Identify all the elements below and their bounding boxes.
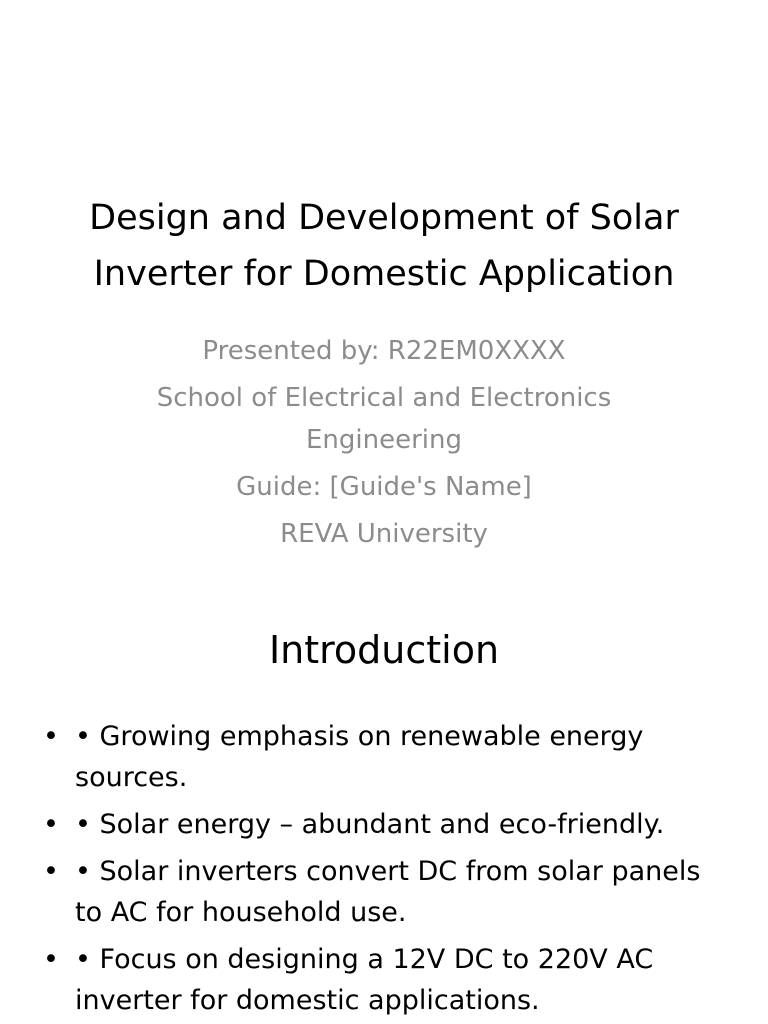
- university-line: REVA University: [280, 519, 488, 549]
- bullet-marker: •: [43, 944, 59, 975]
- bullet-marker: •: [43, 721, 59, 752]
- introduction-heading: Introduction: [268, 628, 500, 672]
- slide-title-line-1: Design and Development of Solar: [89, 198, 679, 238]
- bullet-text: • Solar energy – abundant and eco-friendly.: [75, 809, 665, 840]
- guide-line: Guide: [Guide's Name]: [236, 472, 532, 502]
- school-line: School of Electrical and Electronics Engineering: [156, 383, 612, 455]
- slide-title-line-2: Inverter for Domestic Application: [93, 254, 675, 294]
- bullet-marker: •: [43, 856, 59, 887]
- slide-title: [40, 190, 728, 302]
- bullet-item-2: [40, 804, 730, 845]
- bullet-marker: •: [43, 809, 59, 840]
- bullet-text: • Growing emphasis on renewable energy sources.: [75, 721, 644, 793]
- presenter-line: Presented by: R22EM0XXXX: [202, 336, 566, 366]
- bullet-item-1: [40, 716, 730, 798]
- introduction-bullet-list: [40, 716, 730, 1024]
- bullet-item-4: [40, 939, 730, 1021]
- bullet-item-3: [40, 851, 730, 933]
- bullet-text: • Solar inverters convert DC from solar panels to AC for household use.: [75, 856, 701, 928]
- bullet-text: • Focus on designing a 12V DC to 220V AC inverter for domestic applications.: [75, 944, 654, 1016]
- subtitle-block: [110, 330, 658, 560]
